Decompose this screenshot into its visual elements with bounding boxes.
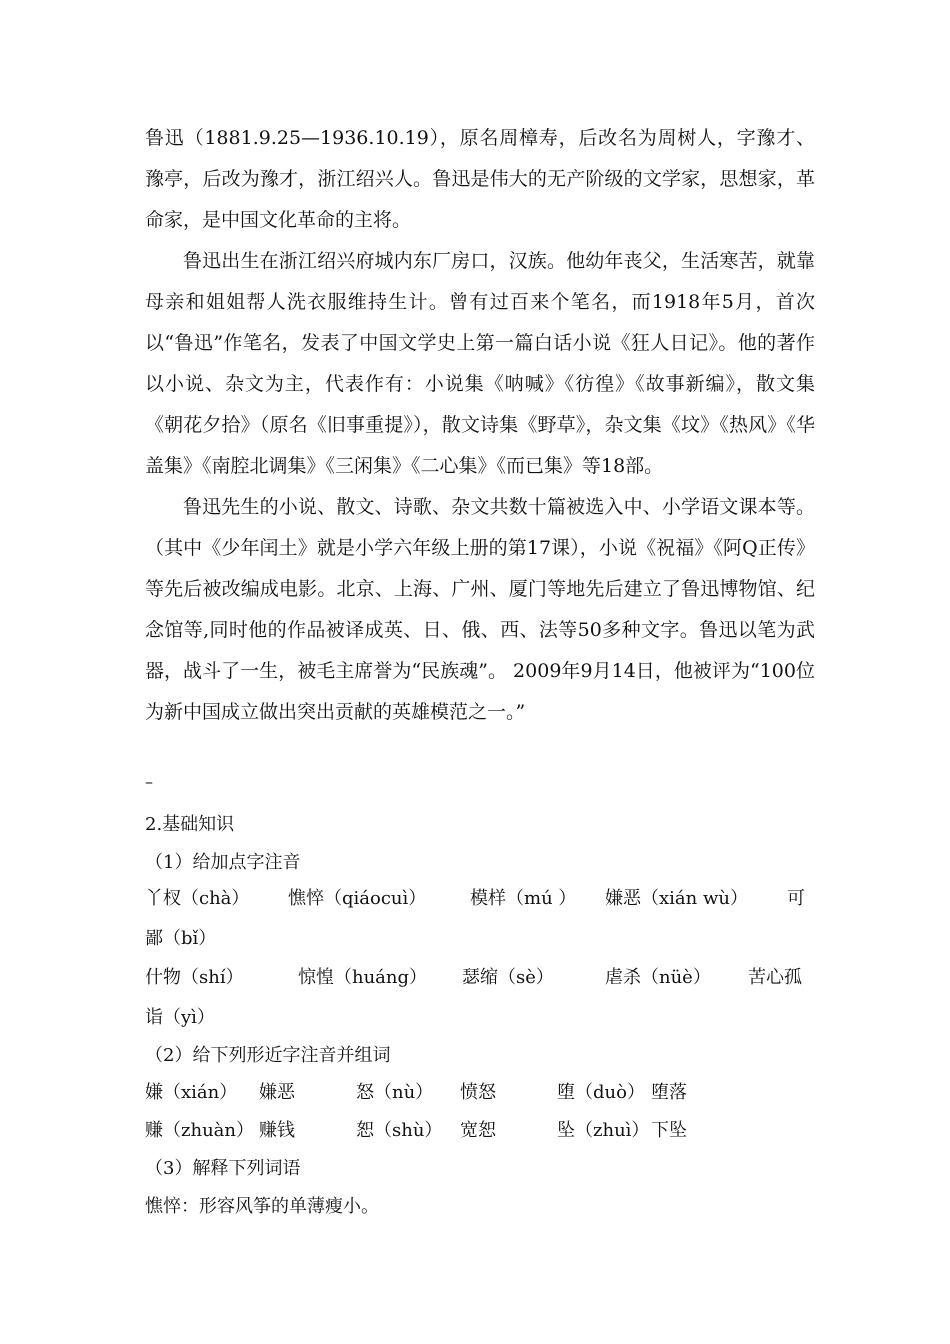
part2-heading: （2）给下列形近字注音并组词 xyxy=(145,1045,391,1066)
pinyin-item: 虐杀（nüè） xyxy=(605,967,711,988)
char-pinyin: 坠（zhuì） xyxy=(557,1120,650,1141)
char-word: 赚钱 xyxy=(259,1120,295,1141)
char-pinyin: 恕（shù） xyxy=(356,1120,443,1141)
part3-heading: （3）解释下列词语 xyxy=(145,1158,301,1179)
char-pinyin: 赚（zhuàn） xyxy=(145,1120,254,1141)
pinyin-item: 可 xyxy=(787,888,805,909)
pinyin-item: 模样（mú ） xyxy=(470,888,577,909)
pinyin-row-1-wrap: 鄙（bǐ） xyxy=(145,928,217,949)
char-word: 宽恕 xyxy=(460,1120,496,1141)
pinyin-item: 憔悴（qiáocuì） xyxy=(288,888,427,909)
char-word: 堕落 xyxy=(651,1082,687,1103)
separator-dash: – xyxy=(145,772,153,791)
pinyin-row-2-wrap: 诣（yì） xyxy=(145,1007,215,1028)
pinyin-item: 什物（shí） xyxy=(145,967,244,988)
pinyin-item: 苦心孤 xyxy=(748,967,802,988)
bio-paragraph-3: 鲁迅先生的小说、散文、诗歌、杂文共数十篇被选入中、小学语文课本等。（其中《少年闰土》就是小学六年级上册的第17课），小说《祝福》《阿Q正传》等先后被改编成电影。北京、上海、广州、厦门等地先后建立了鲁迅博物馆、纪念馆等,同时他的作品被译成英、日、俄、西、法等50多种文字。鲁迅以笔为武器，战斗了一生，被毛主席誉为“民族魂”。 2009年9月14日，他被评为“100位为新中国成立做出突出贡献的英雄模范之一。” xyxy=(145,496,815,723)
section-title: 2.基础知识 xyxy=(145,814,235,835)
char-word: 下坠 xyxy=(651,1120,687,1141)
pinyin-item: 嫌恶（xián wù） xyxy=(605,888,748,909)
bio-paragraph-2: 鲁迅出生在浙江绍兴府城内东厂房口，汉族。他幼年丧父，生活寒苦，就靠母亲和姐姐帮人洗衣服维持生计。曾有过百来个笔名，而1918年5月，首次以“鲁迅”作笔名，发表了中国文学史上第一篇白话小说《狂人日记》。他的著作以小说、杂文为主，代表作有：小说集《呐喊》《彷徨》《故事新编》，散文集《朝花夕拾》（原名《旧事重提》），散文诗集《野草》，杂文集《坟》《热风》《华盖集》《南腔北调集》《三闲集》《二心集》《而已集》等18部。 xyxy=(145,250,815,477)
pinyin-item: 瑟缩（sè） xyxy=(462,967,554,988)
char-word: 愤怒 xyxy=(460,1082,496,1103)
part1-heading: （1）给加点字注音 xyxy=(145,852,301,873)
pinyin-item: 丫杈（chà） xyxy=(145,888,250,909)
bio-paragraph-1: 鲁迅（1881.9.25—1936.10.19），原名周樟寿，后改名为周树人，字豫才、豫亭，后改为豫才，浙江绍兴人。鲁迅是伟大的无产阶级的文学家，思想家，革命家，是中国文化革命的主将。 xyxy=(145,127,815,231)
pinyin-item: 惊惶（huáng） xyxy=(298,967,428,988)
definition-1: 憔悴：形容风筝的单薄瘦小。 xyxy=(145,1196,379,1217)
char-word: 嫌恶 xyxy=(259,1082,295,1103)
biography-section xyxy=(145,118,815,733)
char-pinyin: 怒（nù） xyxy=(356,1082,434,1103)
char-pinyin: 堕（duò） xyxy=(557,1082,645,1103)
char-pinyin: 嫌（xián） xyxy=(145,1082,238,1103)
